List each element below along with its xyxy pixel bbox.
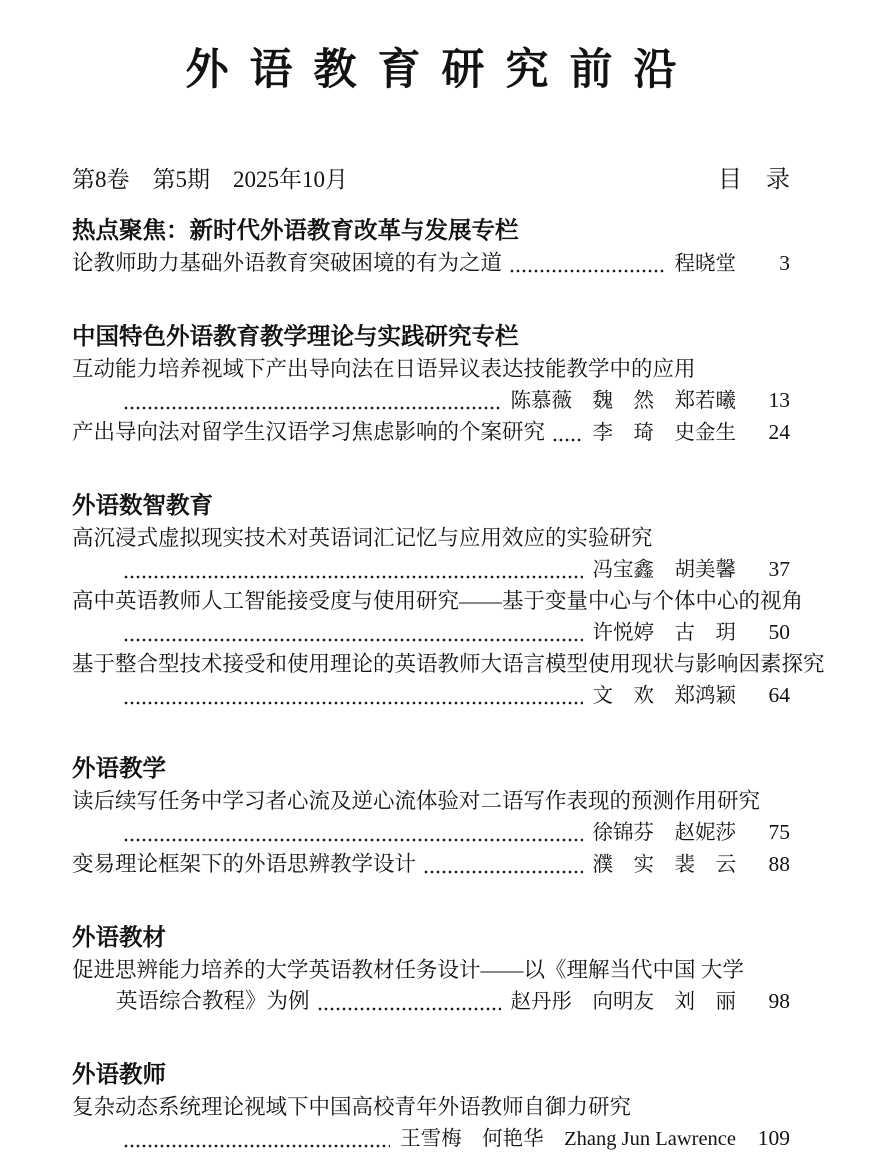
toc-entry-line	[72, 1123, 790, 1155]
toc-entry-line	[72, 248, 790, 280]
dotted-leader	[124, 838, 583, 842]
article-page-number: 3	[779, 251, 790, 275]
toc-entry-line	[72, 680, 790, 712]
article-page-number: 88	[768, 852, 790, 876]
article-title: 基于整合型技术接受和使用理论的英语教师大语言模型使用现状与影响因素探究	[72, 652, 825, 676]
article-authors: 文 欢 郑鸿颖	[592, 685, 736, 707]
dotted-leader	[124, 575, 583, 579]
toc-label: 目 录	[718, 167, 790, 193]
section-heading: 中国特色外语教育教学理论与实践研究专栏	[72, 323, 519, 349]
article-page-number: 24	[768, 420, 790, 444]
article-title-continued: 英语综合教程》为例	[116, 989, 310, 1013]
section-heading: 外语教材	[72, 924, 166, 950]
article-title: 论教师助力基础外语教育突破困境的有为之道	[72, 251, 503, 275]
dotted-leader	[318, 1007, 501, 1011]
article-authors: 赵丹彤 向明友 刘 丽	[510, 991, 736, 1013]
dotted-leader	[510, 269, 664, 273]
article-page-number: 109	[757, 1126, 790, 1150]
toc-entry-line	[72, 1092, 790, 1123]
toc-entry-line	[72, 385, 790, 417]
toc-sections	[72, 214, 825, 1155]
article-authors: 濮 实 裴 云	[592, 854, 736, 876]
toc-section	[72, 752, 790, 881]
dotted-leader	[124, 406, 501, 410]
dotted-leader	[424, 870, 582, 874]
issue-info: 第8卷 第5期 2025年10月	[72, 167, 348, 192]
article-authors: 王雪梅 何艳华 Zhang Jun Lawrence	[400, 1128, 736, 1150]
article-title: 高中英语教师人工智能接受度与使用研究——基于变量中心与个体中心的视角	[72, 589, 804, 613]
toc-entry-line	[72, 523, 790, 554]
toc-entry-line	[72, 955, 790, 986]
article-page-number: 98	[768, 989, 790, 1013]
article-title: 互动能力培养视域下产出导向法在日语异议表达技能教学中的应用	[72, 357, 696, 381]
article-authors: 徐锦芬 赵妮莎	[592, 822, 736, 844]
article-page-number: 50	[768, 620, 790, 644]
toc-section	[72, 1058, 790, 1155]
article-authors: 程晓堂	[674, 253, 736, 275]
article-title: 高沉浸式虚拟现实技术对英语词汇记忆与应用效应的实验研究	[72, 526, 653, 550]
toc-entry-line	[72, 817, 790, 849]
section-heading: 外语教师	[72, 1061, 166, 1087]
toc-section	[72, 489, 825, 712]
article-authors: 冯宝鑫 胡美馨	[592, 559, 736, 581]
article-title: 变易理论框架下的外语思辨教学设计	[72, 852, 417, 876]
dotted-leader	[124, 1144, 390, 1148]
dotted-leader	[124, 701, 583, 705]
article-title: 复杂动态系统理论视域下中国高校青年外语教师自御力研究	[72, 1095, 632, 1119]
article-page-number: 37	[768, 557, 790, 581]
toc-section	[72, 214, 790, 280]
dotted-leader	[553, 438, 582, 442]
article-page-number: 75	[768, 820, 790, 844]
toc-entry-line	[72, 849, 790, 881]
toc-section	[72, 921, 790, 1018]
article-page-number: 64	[768, 683, 790, 707]
toc-entry-line	[72, 586, 804, 617]
section-heading: 外语教学	[72, 755, 166, 781]
article-title: 读后续写任务中学习者心流及逆心流体验对二语写作表现的预测作用研究	[72, 789, 761, 813]
article-authors: 许悦婷 古 玥	[592, 622, 736, 644]
issue-header	[72, 159, 790, 194]
section-heading: 外语数智教育	[72, 492, 213, 518]
toc-entry-line	[72, 986, 790, 1018]
article-title: 促进思辨能力培养的大学英语教材任务设计——以《理解当代中国 大学	[72, 958, 744, 982]
article-authors: 陈慕薇 魏 然 郑若曦	[510, 390, 736, 412]
dotted-leader	[124, 638, 583, 642]
section-heading: 热点聚焦：新时代外语教育改革与发展专栏	[72, 217, 519, 243]
toc-section	[72, 320, 790, 449]
toc-entry-line	[72, 786, 790, 817]
article-page-number: 13	[768, 388, 790, 412]
article-authors: 李 琦 史金生	[592, 422, 736, 444]
article-title: 产出导向法对留学生汉语学习焦虑影响的个案研究	[72, 420, 546, 444]
toc-entry-line	[72, 617, 790, 649]
toc-entry-line	[72, 354, 790, 385]
toc-entry-line	[72, 554, 790, 586]
toc-entry-line	[72, 649, 825, 680]
journal-title: 外语教育研究前沿	[185, 47, 698, 94]
toc-entry-line	[72, 417, 790, 449]
